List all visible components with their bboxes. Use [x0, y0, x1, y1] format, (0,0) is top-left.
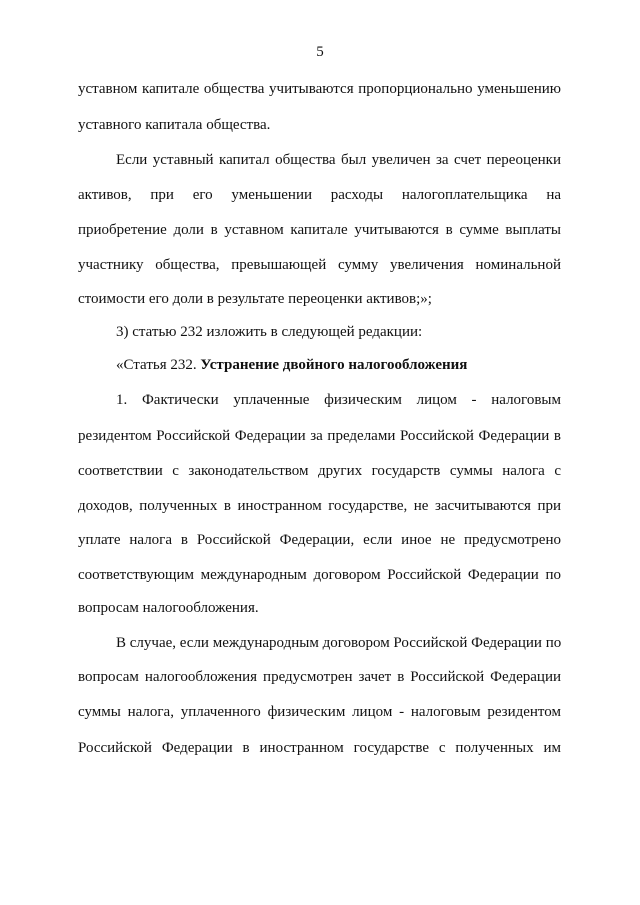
text-line: уставном капитале общества учитываются пропорционально уменьшению — [78, 81, 561, 97]
text-line: активов, при его уменьшении расходы налогоплательщика на — [78, 187, 561, 203]
text-line: участнику общества, превышающей сумму увеличения номинальной — [78, 257, 561, 273]
text-line: резидентом Российской Федерации за пределами Российской Федерации в — [78, 428, 561, 444]
text-line: 1. Фактически уплаченные физическим лицом - налоговым — [116, 392, 561, 408]
text-line: стоимости его доли в результате переоценки активов;»; — [78, 291, 432, 307]
text-line: В случае, если международным договором Российской Федерации по — [116, 635, 562, 651]
page-number: 5 — [316, 44, 324, 60]
text-line: 3) статью 232 изложить в следующей редакции: — [116, 324, 423, 340]
text-line: Если уставный капитал общества был увеличен за счет переоценки — [116, 152, 561, 168]
text-line: вопросам налогообложения. — [78, 600, 259, 616]
article-heading-title: Устранение двойного налогообложения — [200, 357, 468, 373]
text-line: суммы налога, уплаченного физическим лицом - налоговым резидентом — [78, 704, 561, 720]
text-line: доходов, полученных в иностранном государстве, не засчитываются при — [78, 498, 561, 514]
text-line: соответствующим международным договором Российской Федерации по — [78, 567, 561, 583]
text-line: уставного капитала общества. — [78, 117, 271, 133]
text-line: вопросам налогообложения предусмотрен зачет в Российской Федерации — [78, 669, 561, 685]
text-line: Российской Федерации в иностранном государстве с полученных им — [78, 740, 561, 756]
text-line: уплате налога в Российской Федерации, если иное не предусмотрено — [78, 532, 561, 548]
article-heading-prefix: «Статья 232. — [116, 357, 201, 373]
text-line: приобретение доли в уставном капитале учитываются в сумме выплаты — [78, 222, 561, 238]
article-heading — [116, 355, 561, 375]
text-line: соответствии с законодательством других государств суммы налога с — [78, 463, 561, 479]
